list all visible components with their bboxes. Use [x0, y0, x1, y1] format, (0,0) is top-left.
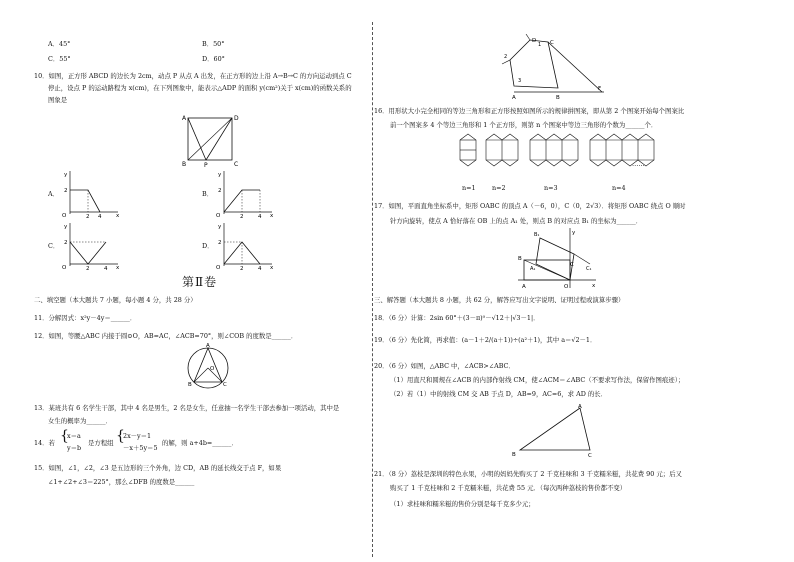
q17-rectangle-figure [514, 226, 598, 290]
y-axis-label: y [218, 224, 222, 230]
y-axis-label: y [218, 172, 222, 178]
question-20-line2: （1）用直尺和圆规在∠ACB 的内部作射线 CM，使∠ACM＝∠ABC（不要求写作法，保留作图痕迹）； [390, 376, 685, 384]
column-divider [372, 22, 373, 557]
question-17-line1: 17．如图，平面直角坐标系中，矩形 OABC 的顶点 A（－6，0），C（0，2√3）．将矩形 OABC 绕点 O 顺时 [374, 202, 686, 210]
tick-y-2: 2 [64, 240, 68, 246]
question-18: 18．（6 分）计算：2sin 60°＋(3－π)⁰－√12＋|√3－1|． [374, 314, 540, 322]
question-14-suffix: 的解，则 a+4b=______． [162, 439, 238, 447]
q10-graph-a-label: A． [48, 190, 60, 198]
left-column [30, 0, 368, 562]
q14-sys2-eq2: －x＋5y＝5 [123, 444, 158, 452]
q16-label-n1: n=1 [462, 184, 476, 192]
question-15-line1: 15．如图，∠1，∠2，∠3 是五边形的三个外角，边 CD，AB 的延长线交于点 F，如果 [34, 464, 282, 472]
q10-graph-d-label: D． [202, 242, 214, 250]
q15-pentagon-figure [498, 34, 608, 100]
q9-option-a: A．45° [48, 40, 71, 48]
label-o: O [564, 284, 569, 290]
q16-label-n2: n=2 [492, 184, 506, 192]
tick-x-2: 2 [86, 214, 90, 218]
q12-circle-figure [180, 342, 236, 394]
label-c1: C₁ [586, 266, 592, 272]
question-15-line2: ∠1+∠2+∠3＝225°，那么∠DFB 的度数是______ [48, 478, 195, 486]
tick-x-2: 2 [240, 266, 244, 270]
y-axis-label: y [572, 230, 576, 236]
q9-option-c: C．55° [48, 55, 71, 63]
q14-sys2-eq1: 2x－y＝1 [123, 432, 152, 440]
q16-label-n4: n=4 [612, 184, 626, 192]
question-16-line1: 16．用形状大小完全相同的等边三角形和正方形按照如图所示的规律拼图案，即从第 2 个图案开始每个图案比 [374, 107, 685, 115]
label-c: C [588, 453, 592, 458]
label-c: C [223, 382, 227, 388]
q10-graph-c [60, 220, 120, 270]
x-axis-label: x [270, 265, 274, 270]
label-c: C [234, 161, 239, 168]
question-14-mid: 是方程组 [88, 439, 114, 447]
angle-3: 3 [518, 78, 522, 84]
x-axis-label: x [116, 265, 120, 270]
label-a: A [522, 284, 526, 290]
label-b: B [188, 382, 192, 388]
tick-x-2: 2 [240, 214, 244, 218]
q16-pattern-figure [454, 130, 674, 182]
x-axis-label: x [592, 283, 596, 289]
brace-1: { [60, 428, 69, 444]
label-d: D [234, 115, 239, 122]
q10-text-line3: 图象是 [48, 96, 68, 104]
label-a: A [206, 343, 210, 349]
question-13-line2: 女生的概率为______． [48, 417, 112, 425]
tick-x-4: 4 [104, 266, 108, 270]
question-21-line3: （1）求桂味和糯米糍的售价分别是每千克多少元； [390, 500, 535, 508]
question-14-prefix: 14．若 [34, 439, 55, 447]
q10-text-line1: 10．如图，正方形 ABCD 的边长为 2cm，动点 P 从点 A 出发，在正方形的边上沿 A→B→C 的方向运动到点 C [34, 72, 352, 80]
question-19: 19．（6 分）先化简，再求值：(a－1＋2/(a＋1))÷(a²＋1)，其中 a＝√2－1． [374, 336, 597, 344]
fill-in-section-header: 二、填空题（本大题共 7 小题，每小题 4 分，共 28 分） [34, 296, 197, 304]
q9-option-d: D．60° [202, 55, 225, 63]
question-20-line1: 20．（6 分）如图，△ABC 中，∠ACB>∠ABC． [374, 362, 515, 370]
tick-x-2: 2 [86, 266, 90, 270]
angle-2: 2 [504, 54, 508, 60]
question-21-line2: 购买了 1 千克桂味和 2 千克糯米糍，共花费 55 元．（每次两种荔枝的售价都不变） [390, 484, 627, 492]
label-c: C [570, 262, 574, 268]
tick-y-2: 2 [218, 188, 222, 194]
origin-label: O [216, 213, 221, 218]
q10-text-line2: 停止，设点 P 的运动路程为 x(cm)，在下列图象中，能表示△ADP 的面积 y(cm²)关于 x(cm)的函数关系的 [48, 84, 352, 92]
label-a: A [182, 115, 187, 122]
x-axis-label: x [116, 213, 120, 218]
label-b: B [518, 256, 522, 262]
label-p: P [204, 162, 208, 168]
label-a: A [578, 404, 582, 410]
origin-label: O [216, 265, 221, 270]
question-17-line2: 针方向旋转，使点 A 恰好落在 OB 上的点 A₁ 处，则点 B 的对应点 B₁ 的坐标为______． [390, 217, 643, 225]
q14-sys1-eq2: y＝b [67, 444, 82, 452]
origin-label: O [62, 213, 67, 218]
y-axis-label: y [64, 224, 68, 230]
tick-x-4: 4 [258, 214, 262, 218]
angle-1: 1 [538, 42, 542, 48]
tick-x-4: 4 [258, 266, 262, 270]
label-b1: B₁ [534, 232, 540, 238]
q10-graph-b [214, 168, 274, 218]
q14-sys1-eq1: x＝a [67, 432, 81, 440]
question-13-line1: 13．某班共有 6 名学生干部，其中 4 名是男生，2 名是女生，任意抽一名学生干部去参加一项活动，其中是 [34, 404, 340, 412]
question-11: 11．分解因式：x²y－4y＝______． [34, 314, 137, 322]
q16-ellipsis: …… [632, 160, 645, 168]
label-a: A [512, 95, 516, 100]
q16-label-n3: n=3 [544, 184, 558, 192]
q10-graph-b-label: B． [202, 190, 214, 198]
q10-graph-d [214, 220, 274, 270]
x-axis-label: x [270, 213, 274, 218]
question-20-line3: （2）若（1）中的射线 CM 交 AB 于点 D，AB=9，AC=6，求 AD 的长． [390, 390, 608, 398]
part-2-title: 第Ⅱ卷 [182, 275, 218, 289]
label-b: B [182, 161, 187, 168]
label-b: B [512, 452, 516, 458]
tick-y-2: 2 [64, 188, 68, 194]
tick-x-4: 4 [98, 214, 102, 218]
brace-2: { [116, 428, 125, 444]
q10-graph-c-label: C． [48, 242, 60, 250]
q9-option-b: B．50° [202, 40, 225, 48]
label-c: C [550, 40, 554, 46]
q10-square-figure [180, 112, 242, 168]
right-column [374, 0, 770, 562]
question-12: 12．如图，等腰△ABC 内接于圆⊙O，AB=AC，∠ACB=70°，则∠COB 的度数是______． [34, 332, 298, 340]
y-axis-label: y [64, 172, 68, 178]
label-a1: A₁ [530, 266, 536, 272]
label-b: B [556, 95, 560, 100]
answer-section-header: 三、解答题（本大题共 8 小题，共 62 分，解答应写出文字说明、证明过程或演算步骤） [374, 296, 625, 304]
tick-y-2: 2 [218, 240, 222, 246]
q10-graph-a [60, 168, 120, 218]
label-f: F [598, 86, 602, 92]
q20-triangle-figure [510, 404, 594, 458]
question-21-line1: 21．（8 分）荔枝是深圳的特色水果，小明的妈妈先购买了 2 千克桂味和 3 千克糯米糍，共花费 90 元；后又 [374, 470, 682, 478]
question-16-line2: 前一个图案多 4 个等边三角形和 1 个正方形，则第 n 个图案中等边三角形的个数为______个． [390, 121, 658, 129]
label-d: D [532, 38, 537, 44]
label-o: O [210, 366, 215, 372]
origin-label: O [62, 265, 67, 270]
